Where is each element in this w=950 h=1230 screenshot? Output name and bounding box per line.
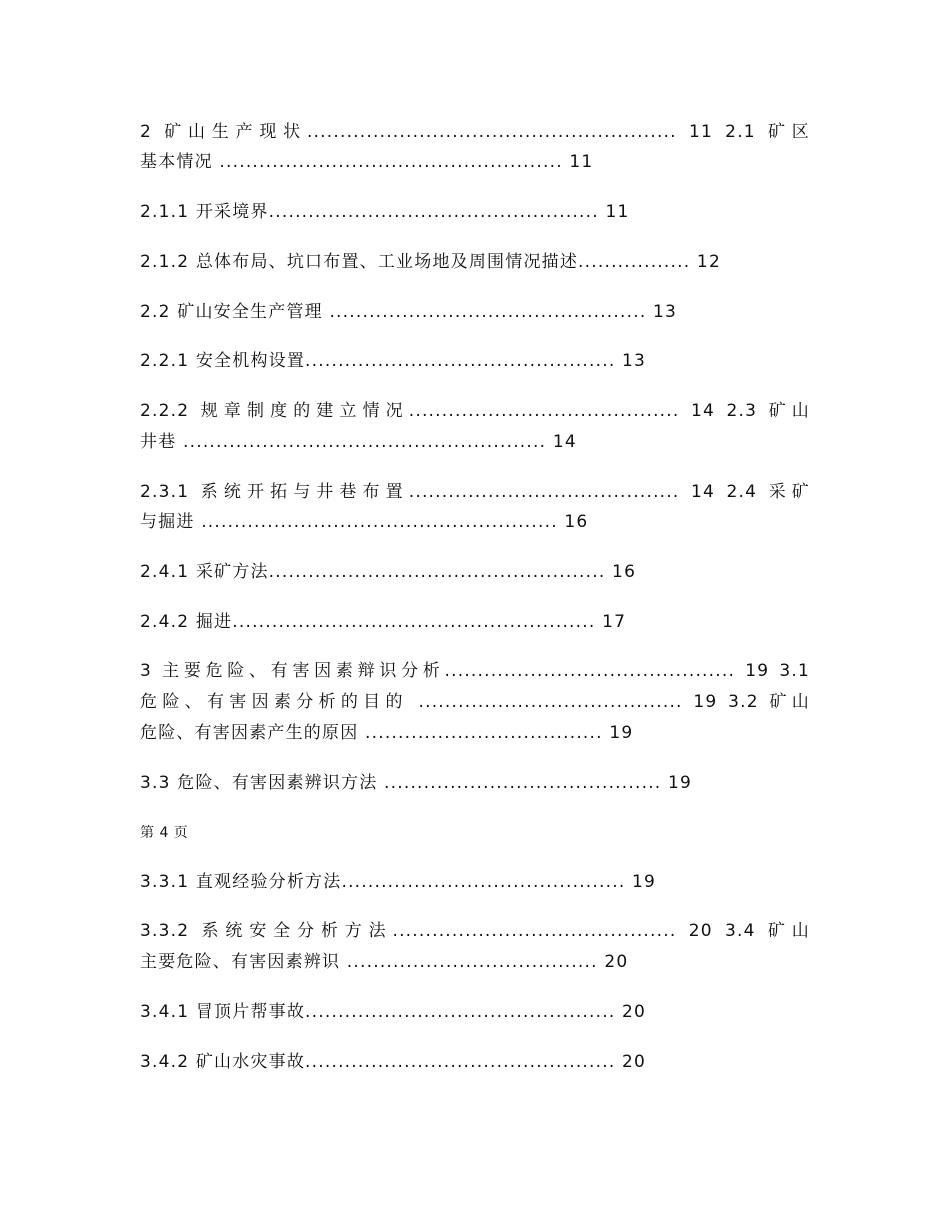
page-number-label: 第 4 页 [140,825,189,841]
toc-entry: 2.2.1 安全机构设置............................................... 13 [140,351,647,371]
toc-entry: 与掘进 ...................................................... 16 [140,512,589,532]
toc-entry: 2 矿山生产现状........................................................ 11 2.1 矿区 [140,122,810,142]
toc-entry: 2.1.2 总体布局、坑口布置、工业场地及周围情况描述................. 12 [140,252,721,272]
toc-entry: 2.2.2 规章制度的建立情况......................................... 14 2.3 矿山 [140,401,810,421]
toc-entry: 2.4.2 掘进....................................................... 17 [140,612,627,632]
toc-entry: 井巷 ....................................................... 14 [140,432,577,452]
toc-entry: 2.4.1 采矿方法................................................... 16 [140,562,637,582]
toc-entry: 2.1.1 开采境界.................................................. 11 [140,202,630,222]
toc-entry: 危险、有害因素分析的目的 ........................................ 19 3.2 矿山 [140,692,810,712]
toc-entry: 3.3.2 系统安全分析方法........................................... 20 3.4 矿山 [140,921,810,941]
toc-entry: 主要危险、有害因素辨识 ...................................... 20 [140,952,629,972]
toc-entry: 3.3 危险、有害因素辨识方法 .......................................... 19 [140,773,693,793]
toc-entry: 3 主要危险、有害因素辩识分析............................................ 19 3.1 [140,661,810,681]
toc-entry: 2.2 矿山安全生产管理 ................................................ 13 [140,302,678,322]
toc-entry: 3.4.1 冒顶片帮事故............................................... 20 [140,1002,647,1022]
toc-entry: 2.3.1 系统开拓与井巷布置......................................... 14 2.4 采矿 [140,482,810,502]
toc-entry: 基本情况 .................................................... 11 [140,152,594,172]
toc-entry: 危险、有害因素产生的原因 .................................... 19 [140,723,634,743]
toc-entry: 3.3.1 直观经验分析方法........................................... 19 [140,872,657,892]
toc-entry: 3.4.2 矿山水灾事故............................................... 20 [140,1052,647,1072]
